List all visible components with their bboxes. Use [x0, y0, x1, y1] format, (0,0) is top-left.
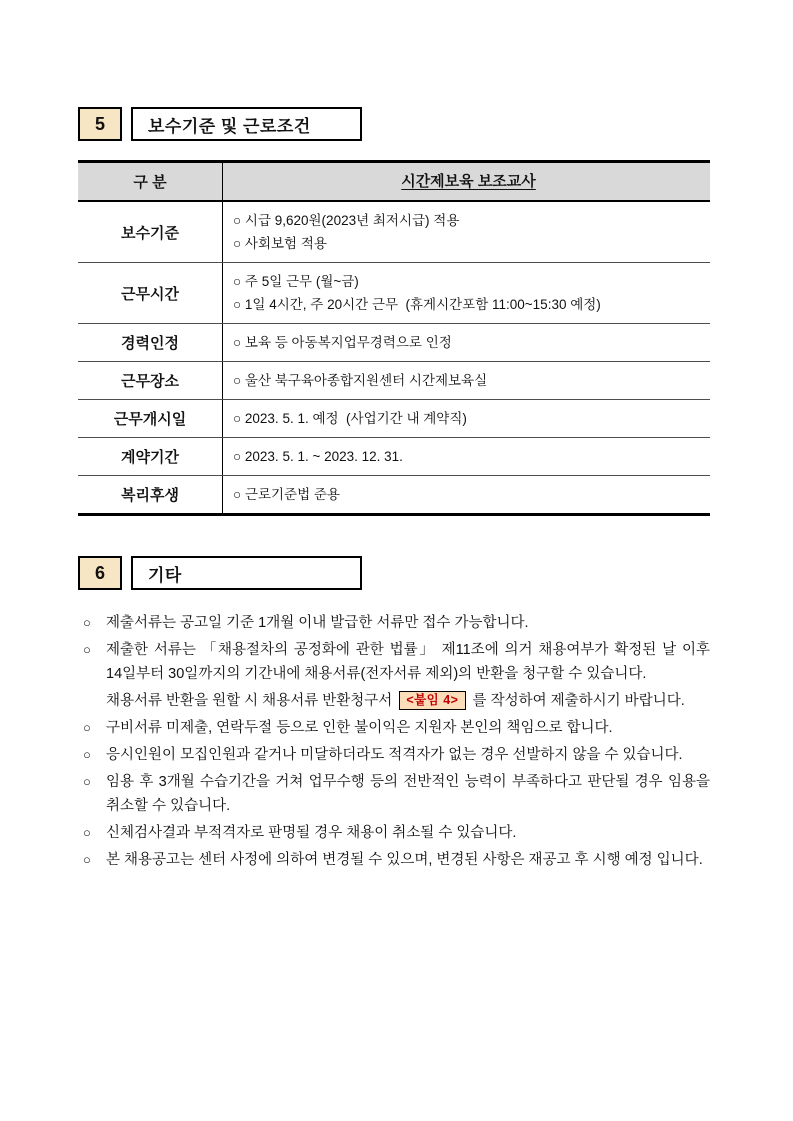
row-label: 근무개시일: [78, 400, 223, 437]
bullet-circle-icon: ○: [83, 774, 91, 789]
row-value: [223, 476, 710, 513]
value-line: ○ 근로기준법 준용: [233, 487, 340, 502]
bullet-circle-icon: ○: [83, 720, 91, 735]
note-text: 제출한 서류는 「채용절차의 공정화에 관한 법률」 제11조에 의거 채용여부가 확정된 날 이후 14일부터 30일까지의 기간내에 채용서류(전자서류 제외)의 반환을 청구할 수 있습니다.: [106, 642, 710, 682]
note-item: [83, 689, 710, 713]
table-row: [78, 323, 710, 361]
value-line: ○ 2023. 5. 1. 예정 (사업기간 내 계약직): [233, 411, 467, 426]
note-item: [83, 638, 710, 686]
note-text: 임용 후 3개월 수습기간을 거쳐 업무수행 등의 전반적인 능력이 부족하다고 판단될 경우 임용을 취소할 수 있습니다.: [106, 774, 710, 814]
attachment-4-badge: <붙임 4>: [399, 691, 465, 710]
row-label: 보수기준: [78, 202, 223, 262]
section-6-title: 기타: [131, 556, 362, 590]
bullet-circle-icon: ○: [83, 852, 91, 867]
value-line: ○ 1일 4시간, 주 20시간 근무 (휴게시간포함 11:00~15:30 예정): [233, 297, 601, 312]
note-item: [83, 770, 710, 818]
row-value: [223, 438, 710, 475]
row-label: 복리후생: [78, 476, 223, 513]
conditions-table: [78, 160, 710, 516]
note-item: [83, 821, 710, 845]
value-line: ○ 울산 북구육아종합지원센터 시간제보육실: [233, 373, 488, 388]
value-line: ○ 주 5일 근무 (월~금): [233, 274, 359, 289]
section-5-title: 보수기준 및 근로조건: [131, 107, 362, 141]
row-label: 경력인정: [78, 324, 223, 361]
table-row: [78, 262, 710, 323]
note-text: 구비서류 미제출, 연락두절 등으로 인한 불이익은 지원자 본인의 책임으로 합니다.: [106, 720, 613, 736]
document-page: [78, 107, 710, 875]
value-line: ○ 사회보험 적용: [233, 236, 327, 251]
table-header-category: 구 분: [78, 163, 223, 200]
note-item: [83, 848, 710, 872]
row-value: [223, 400, 710, 437]
table-row: [78, 399, 710, 437]
value-line: ○ 2023. 5. 1. ~ 2023. 12. 31.: [233, 449, 403, 464]
note-text: 본 채용공고는 센터 사정에 의하여 변경될 수 있으며, 변경된 사항은 재공고 후 시행 예정 입니다.: [106, 852, 703, 868]
table-row: [78, 475, 710, 513]
row-label: 근무시간: [78, 263, 223, 323]
row-label: 계약기간: [78, 438, 223, 475]
note-item: [83, 611, 710, 635]
note-text: 채용서류 반환을 원할 시 채용서류 반환청구서 <붙임 4> 를 작성하여 제출하시기 바랍니다.: [106, 693, 685, 709]
table-body: [78, 202, 710, 513]
row-value: [223, 202, 710, 262]
section-6-header: [78, 556, 710, 590]
bullet-circle-icon: [83, 689, 106, 713]
bullet-circle-icon: ○: [83, 825, 91, 840]
note-text: 응시인원이 모집인원과 같거나 미달하더라도 적격자가 없는 경우 선발하지 않을 수 있습니다.: [106, 747, 683, 763]
row-value: [223, 324, 710, 361]
note-text: 제출서류는 공고일 기준 1개월 이내 발급한 서류만 접수 가능합니다.: [106, 615, 529, 631]
section-5-number: 5: [78, 107, 122, 141]
bullet-circle-icon: ○: [83, 747, 91, 762]
row-label: 근무장소: [78, 362, 223, 399]
note-item: [83, 743, 710, 767]
table-header-position: 시간제보육 보조교사: [401, 173, 536, 190]
bullet-circle-icon: ○: [83, 615, 91, 630]
table-row: [78, 437, 710, 475]
section-5-header: [78, 107, 710, 141]
table-row: [78, 202, 710, 262]
row-value: [223, 263, 710, 323]
value-line: ○ 시급 9,620원(2023년 최저시급) 적용: [233, 213, 460, 228]
section-6-number: 6: [78, 556, 122, 590]
note-text: 신체검사결과 부적격자로 판명될 경우 채용이 취소될 수 있습니다.: [106, 825, 517, 841]
table-row: [78, 361, 710, 399]
bullet-circle-icon: ○: [83, 642, 91, 657]
notes-list: [78, 611, 710, 872]
table-header-row: [78, 163, 710, 202]
row-value: [223, 362, 710, 399]
note-item: [83, 716, 710, 740]
value-line: ○ 보육 등 아동복지업무경력으로 인정: [233, 335, 452, 350]
